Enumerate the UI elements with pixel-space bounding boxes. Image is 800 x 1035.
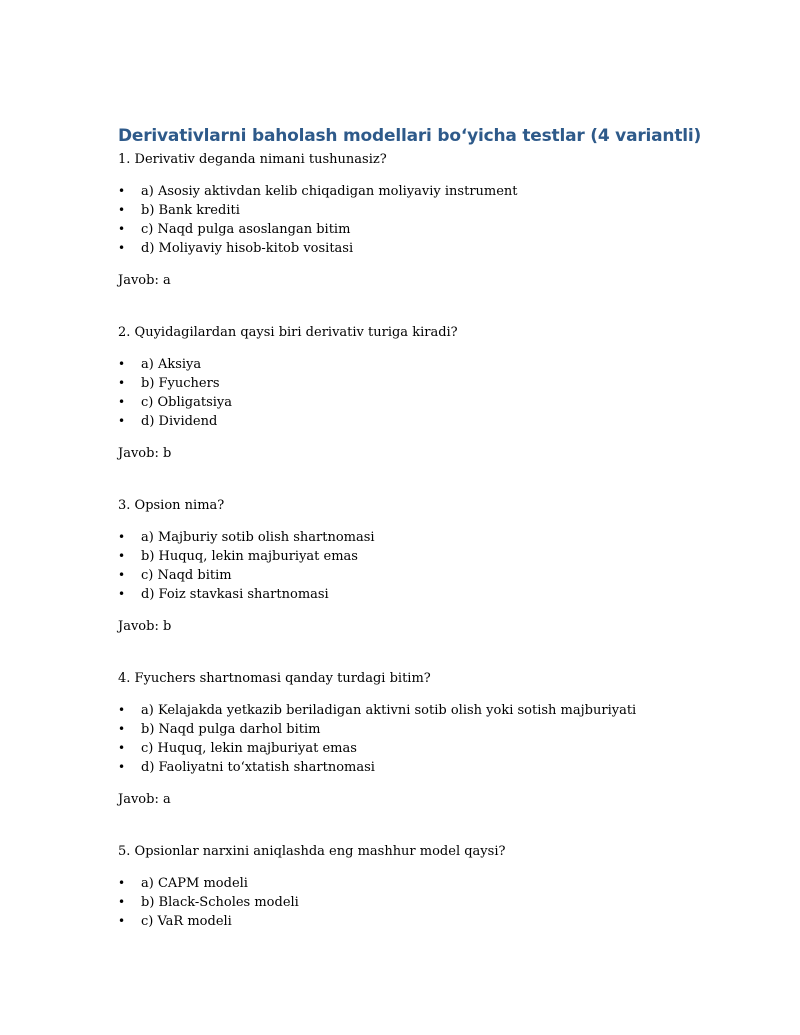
option-item [118,220,718,239]
question-2 [118,323,718,463]
options-list [118,701,718,777]
option-label: b) Black-Scholes modeli [141,895,299,910]
option-item [118,566,718,585]
option-item [118,182,718,201]
option-item [118,412,718,431]
question-3 [118,496,718,636]
spacer [118,809,718,842]
option-label: a) Asosiy aktivdan kelib chiqadigan moliyaviy instrument [141,184,518,199]
question-text: 4. Fyuchers shartnomasi qanday turdagi bitim? [118,671,431,686]
option-item [118,201,718,220]
option-label: c) VaR modeli [141,914,232,929]
option-item [118,374,718,393]
option-item [118,355,718,374]
option-label: b) Bank krediti [141,203,240,218]
option-item [118,393,718,412]
option-label: c) Huquq, lekin majburiyat emas [141,741,357,756]
option-label: a) Majburiy sotib olish shartnomasi [141,530,375,545]
bullet-icon: • [118,222,126,236]
option-item [118,528,718,547]
bullet-icon: • [118,376,126,390]
option-item [118,739,718,758]
bullet-icon: • [118,722,126,736]
document-body [118,124,718,931]
bullet-icon: • [118,703,126,717]
question-text: 5. Opsionlar narxini aniqlashda eng mashhur model qaysi? [118,844,506,859]
spacer [118,290,718,323]
spacer [118,463,718,496]
option-label: b) Naqd pulga darhol bitim [141,722,321,737]
option-item [118,758,718,777]
answer-text: Javob: a [118,273,171,288]
document-title: Derivativlarni baholash modellari bo‘yicha testlar (4 variantli) [118,126,702,146]
options-list [118,182,718,258]
option-label: a) CAPM modeli [141,876,248,891]
option-label: d) Faoliyatni to‘xtatish shartnomasi [141,760,375,775]
question-text: 2. Quyidagilardan qaysi biri derivativ turiga kiradi? [118,325,458,340]
bullet-icon: • [118,203,126,217]
answer-text: Javob: b [118,446,172,461]
options-list [118,528,718,604]
option-item [118,912,718,931]
question-text: 3. Opsion nima? [118,498,225,513]
bullet-icon: • [118,184,126,198]
question-5 [118,842,718,931]
bullet-icon: • [118,760,126,774]
option-label: d) Dividend [141,414,218,429]
bullet-icon: • [118,914,126,928]
bullet-icon: • [118,395,126,409]
option-item [118,720,718,739]
option-label: c) Obligatsiya [141,395,232,410]
option-label: c) Naqd bitim [141,568,232,583]
option-label: a) Kelajakda yetkazib beriladigan aktivni sotib olish yoki sotish majburiyati [141,703,637,718]
option-label: a) Aksiya [141,357,202,372]
bullet-icon: • [118,741,126,755]
option-item [118,585,718,604]
option-item [118,701,718,720]
option-item [118,547,718,566]
option-label: d) Moliyaviy hisob-kitob vositasi [141,241,354,256]
bullet-icon: • [118,241,126,255]
answer-text: Javob: a [118,792,171,807]
option-label: c) Naqd pulga asoslangan bitim [141,222,351,237]
question-1 [118,150,718,290]
bullet-icon: • [118,357,126,371]
question-4 [118,669,718,809]
option-item [118,239,718,258]
option-label: b) Huquq, lekin majburiyat emas [141,549,358,564]
options-list [118,355,718,431]
bullet-icon: • [118,549,126,563]
option-label: d) Foiz stavkasi shartnomasi [141,587,329,602]
option-item [118,874,718,893]
bullet-icon: • [118,876,126,890]
question-text: 1. Derivativ deganda nimani tushunasiz? [118,152,387,167]
options-list [118,874,718,931]
option-item [118,893,718,912]
bullet-icon: • [118,568,126,582]
bullet-icon: • [118,587,126,601]
bullet-icon: • [118,895,126,909]
answer-text: Javob: b [118,619,172,634]
spacer [118,636,718,669]
bullet-icon: • [118,414,126,428]
bullet-icon: • [118,530,126,544]
option-label: b) Fyuchers [141,376,220,391]
